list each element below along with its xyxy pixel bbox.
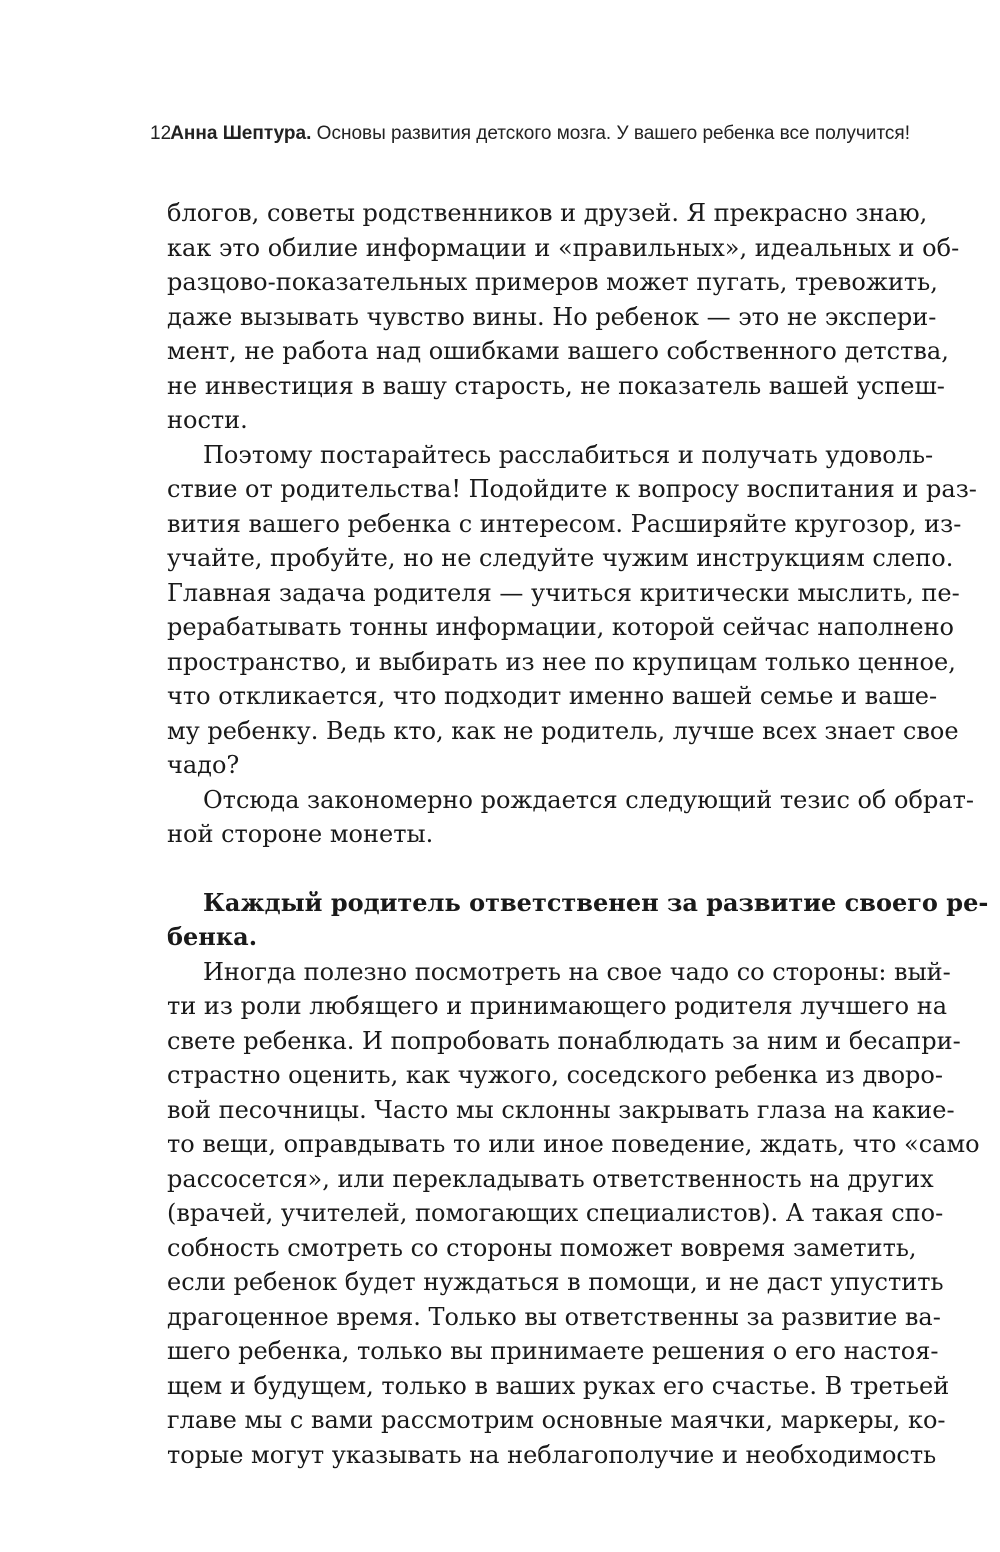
page-body [167, 196, 989, 1472]
running-header [150, 119, 910, 149]
paragraph-3 [167, 783, 975, 852]
text-line: разцово-показательных примеров может пугать, тревожить, [167, 268, 938, 296]
paragraph-2 [167, 438, 977, 783]
text-line: щем и будущем, только в ваших руках его счастье. В третьей [167, 1371, 950, 1400]
text-line: главе мы с вами рассмотрим основные маячки, маркеры, ко- [167, 1406, 946, 1434]
text-line: собность смотреть со стороны поможет вовремя заметить, [167, 1233, 917, 1262]
text-line: Поэтому постарайтесь расслабиться и получать удоволь- [203, 440, 934, 469]
text-line: то вещи, оправдывать то или иное поведение, ждать, что «само [167, 1130, 980, 1158]
text-line: шего ребенка, только вы принимаете решения о его настоя- [167, 1337, 939, 1365]
text-line: Главная задача родителя — учиться критически мыслить, пе- [167, 578, 960, 607]
text-line: торые могут указывать на неблагополучие и необходимость [167, 1440, 937, 1469]
text-line: ствие от родительства! Подойдите к вопросу воспитания и раз- [167, 475, 977, 503]
text-line: Иногда полезно посмотреть на свое чадо со стороны: вый- [203, 957, 951, 986]
paragraph-4 [167, 955, 980, 1473]
paragraph-1 [167, 196, 960, 438]
section-spacer [167, 852, 910, 886]
text-line: мент, не работа над ошибками вашего собственного детства, [167, 337, 949, 365]
text-line: даже вызывать чувство вины. Но ребенок — это не экспери- [167, 302, 937, 331]
section-heading [167, 886, 989, 955]
text-line: блогов, советы родственников и друзей. Я прекрасно знаю, [167, 199, 928, 227]
text-line: пространство, и выбирать из нее по крупицам только ценное, [167, 647, 956, 676]
text-line: как это обилие информации и «правильных», идеальных и об- [167, 233, 960, 262]
heading-line: Каждый родитель ответственен за развитие своего ре- [203, 887, 989, 917]
text-line: му ребенку. Ведь кто, как не родитель, лучше всех знает свое [167, 716, 959, 745]
text-line: ти из роли любящего и принимающего родителя лучшего на [167, 992, 947, 1020]
text-line: Отсюда закономерно рождается следующий тезис об обрат- [203, 785, 975, 814]
text-line: ной стороне монеты. [167, 820, 434, 848]
text-line: драгоценное время. Только вы ответственны за развитие ва- [167, 1302, 941, 1331]
text-line: рерабатывать тонны информации, которой сейчас наполнено [167, 613, 955, 641]
text-line: вития вашего ребенка с интересом. Расширяйте кругозор, из- [167, 509, 962, 538]
text-line: чадо? [167, 751, 240, 779]
text-line: вой песочницы. Часто мы склонны закрывать глаза на какие- [167, 1095, 955, 1124]
text-line: учайте, пробуйте, но не следуйте чужим инструкциям слепо. [167, 544, 954, 572]
text-line: свете ребенка. И попробовать понаблюдать за ним и бесапри- [167, 1026, 961, 1055]
text-line: рассосется», или перекладывать ответственность на других [167, 1164, 934, 1193]
title-text: Основы развития детского мозга. У вашего ребенка все получится! [316, 123, 910, 144]
text-line: (врачей, учителей, помогающих специалистов). А такая спо- [167, 1199, 944, 1227]
heading-line: бенка. [167, 922, 258, 951]
text-line: не инвестиция в вашу старость, не показатель вашей успеш- [167, 371, 945, 400]
text-line: если ребенок будет нуждаться в помощи, и не даст упустить [167, 1268, 944, 1296]
book-title [170, 119, 910, 149]
author-name: Анна Шептура. [170, 123, 312, 144]
text-line: ности. [167, 406, 248, 434]
text-line: что откликается, что подходит именно вашей семье и ваше- [167, 682, 938, 710]
text-line: страстно оценить, как чужого, соседского ребенка из дворо- [167, 1061, 943, 1089]
page-number: 12 [150, 123, 172, 144]
